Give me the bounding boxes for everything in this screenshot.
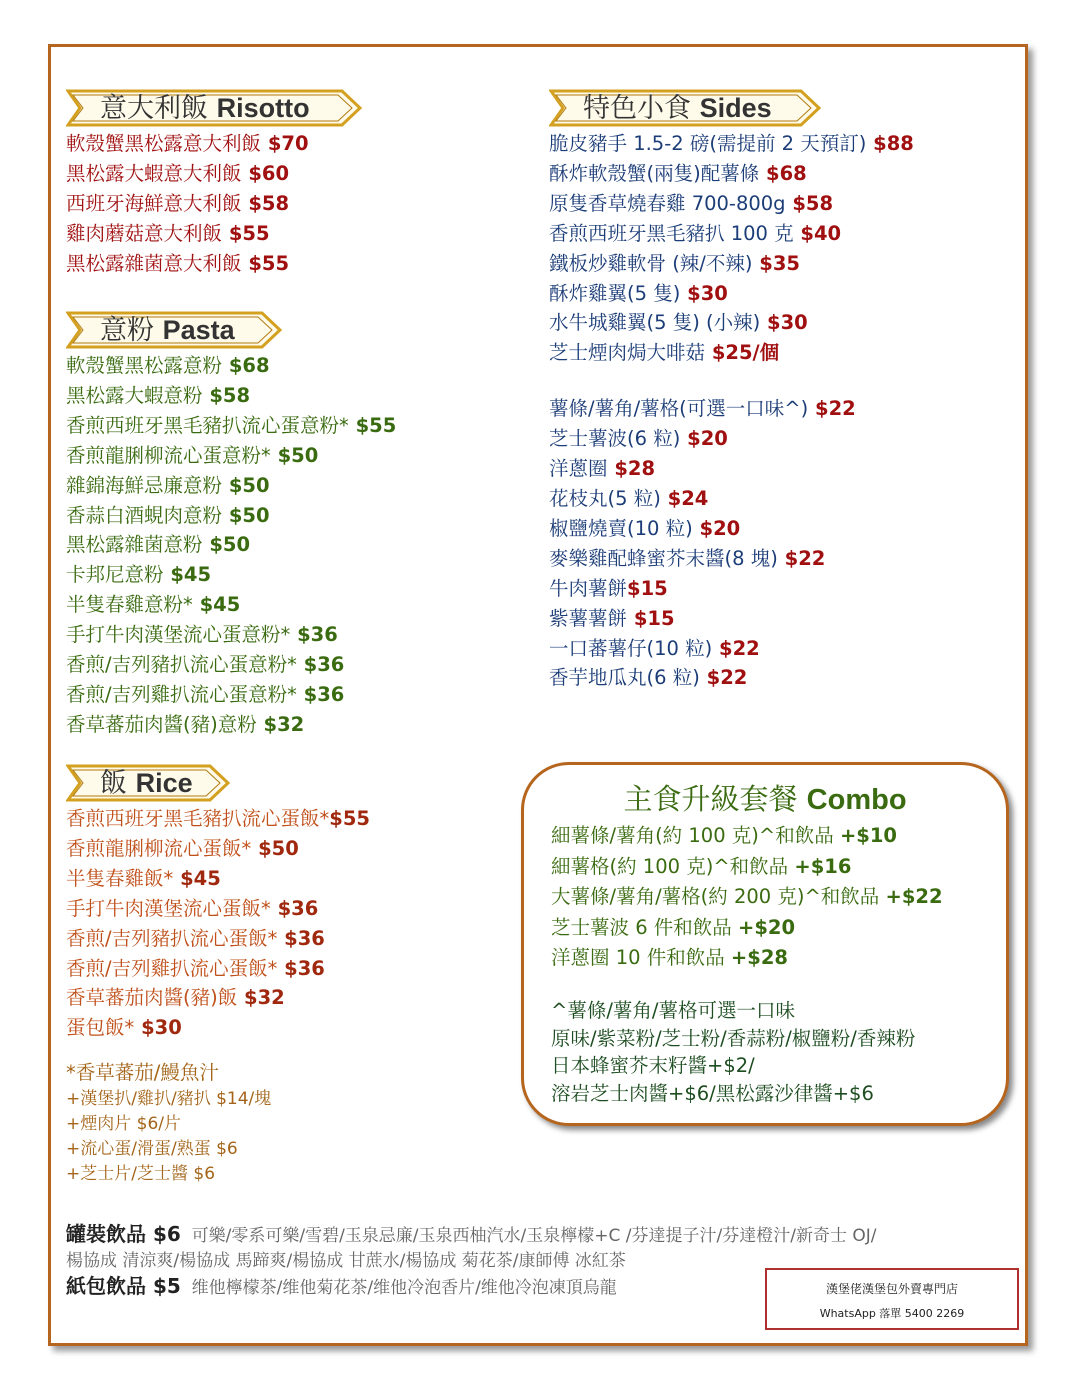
combo-note: ^薯條/薯角/薯格可選一口味 (551, 999, 795, 1022)
menu-item (66, 189, 309, 219)
item-name: 椒鹽燒賣(10 粒) (549, 516, 693, 540)
menu-item (66, 441, 396, 471)
risotto-list (66, 129, 309, 279)
shop-name: 漢堡佬漢堡包外賣專門店 (825, 1282, 958, 1296)
menu-item (66, 680, 396, 710)
item-price: $88 (873, 132, 914, 155)
menu-item (66, 590, 396, 620)
pasta-list (66, 351, 396, 740)
menu-item (66, 983, 370, 1013)
menu-item (549, 219, 914, 249)
item-price: $50 (209, 533, 251, 557)
item-price: $30 (141, 1016, 182, 1040)
menu-item (66, 650, 396, 680)
combo-item-name: 洋蔥圈 10 件和飲品 (551, 946, 725, 969)
menu-item (549, 249, 914, 279)
item-price: $60 (248, 161, 290, 185)
item-name: 芝士煙肉焗大啡菇 (549, 341, 706, 365)
item-name: 雜錦海鮮忌廉意粉 (66, 473, 223, 497)
item-price: $35 (759, 251, 800, 275)
combo-note: 日本蜂蜜芥末籽醬+$2/ (551, 1054, 755, 1077)
whatsapp-order: WhatsApp 落單 5400 2269 (819, 1307, 965, 1320)
item-price: $45 (180, 866, 221, 890)
item-name: 花枝丸(5 粒) (549, 486, 661, 510)
item-name: 脆皮豬手 1.5-2 磅(需提前 2 天預訂) (549, 132, 867, 155)
item-name: 紫薯薯餅 (549, 606, 628, 630)
sides-banner (549, 89, 914, 127)
combo-item-price: +$28 (730, 946, 788, 969)
item-name: 黑松露大蝦意粉 (66, 383, 203, 407)
combo-notes (551, 997, 915, 1107)
item-name: 半隻春雞意粉* (66, 593, 193, 617)
can-drinks-line-2: 楊協成 清涼爽/楊協成 馬蹄爽/楊協成 甘蔗水/楊協成 菊花茶/康師傅 冰紅茶 (66, 1251, 626, 1271)
combo-item-price: +$10 (839, 824, 897, 847)
menu-item (66, 834, 370, 864)
menu-item (549, 663, 914, 693)
combo-title-en: Combo (806, 784, 907, 816)
combo-list (551, 821, 943, 974)
pack-drinks-label: 紙包飲品 $5 (66, 1274, 181, 1298)
menu-item (66, 381, 396, 411)
sauce-note: *香草蕃茄/鰻魚汁 (66, 1061, 219, 1085)
item-price: $50 (277, 443, 319, 467)
combo-item (551, 852, 943, 883)
item-name: 蛋包飯* (66, 1016, 135, 1040)
item-price: $20 (687, 427, 728, 451)
item-price: $70 (267, 132, 309, 155)
menu-item (549, 574, 914, 604)
menu-item (66, 471, 396, 501)
item-name: 手打牛肉漢堡流心蛋飯* (66, 896, 271, 920)
item-price: $36 (284, 956, 325, 980)
menu-item (549, 424, 914, 454)
combo-title-zh: 主食升級套餐 (623, 782, 798, 816)
menu-item (549, 159, 914, 189)
item-price: $30 (687, 281, 728, 305)
rice-title-zh: 飯 (100, 768, 127, 799)
item-price: $58 (248, 191, 290, 215)
item-price: $22 (784, 546, 826, 570)
menu-item (549, 454, 914, 484)
item-price: $24 (667, 486, 709, 510)
item-name: 西班牙海鮮意大利飯 (66, 191, 242, 215)
item-price: $50 (228, 503, 270, 527)
item-name: 卡邦尼意粉 (66, 563, 164, 587)
menu-item (549, 189, 914, 219)
menu-item (66, 804, 370, 834)
sides-title-zh: 特色小食 (583, 93, 691, 124)
addon-item: +煙肉片 $6/片 (66, 1114, 182, 1135)
combo-note: 溶岩芝士肉醬+$6/黑松露沙律醬+$6 (551, 1081, 874, 1105)
pasta-title-en: Pasta (162, 315, 235, 345)
combo-note: 原味/紫菜粉/芝士粉/香蒜粉/椒鹽粉/香辣粉 (551, 1026, 916, 1050)
menu-item (66, 219, 309, 249)
menu-item (549, 394, 914, 424)
sides-list-1 (549, 129, 914, 368)
combo-item (551, 913, 943, 944)
menu-item (549, 634, 914, 664)
menu-item (66, 1013, 370, 1043)
combo-box (521, 762, 1009, 1126)
item-name: 香草蕃茄肉醬(豬)意粉 (66, 712, 257, 736)
item-price: $36 (303, 682, 345, 706)
menu-item (66, 620, 396, 650)
item-name: 香煎西班牙黑毛豬扒流心蛋意粉* (66, 413, 349, 437)
sides-section (549, 89, 914, 693)
item-price: $36 (303, 653, 345, 677)
item-price: $50 (228, 473, 270, 497)
item-price: $25/個 (711, 341, 780, 365)
can-drinks-line (66, 1222, 986, 1249)
item-name: 香煎龍脷柳流心蛋意粉* (66, 443, 271, 467)
pasta-section (66, 311, 396, 740)
item-name: 香煎/吉列豬扒流心蛋飯* (66, 926, 278, 950)
item-name: 香煎西班牙黑毛豬扒流心蛋飯* (66, 807, 330, 830)
menu-item (549, 544, 914, 574)
risotto-section (66, 89, 309, 279)
item-price: $22 (719, 636, 760, 660)
item-name: 香煎龍脷柳流心蛋飯* (66, 836, 252, 860)
menu-item (66, 129, 309, 159)
item-price: $36 (297, 623, 338, 647)
rice-section (66, 764, 370, 1187)
combo-title (524, 779, 1006, 820)
sides-title-en: Sides (699, 93, 772, 123)
menu-item (549, 484, 914, 514)
item-name: 鐵板炒雞軟骨 (辣/不辣) (549, 251, 753, 275)
item-name: 手打牛肉漢堡流心蛋意粉* (66, 623, 291, 647)
item-name: 黑松露雜菌意粉 (66, 533, 203, 557)
combo-item (551, 821, 943, 852)
item-price: $58 (209, 383, 251, 407)
item-name: 原隻香草燒春雞 700-800g (549, 191, 786, 215)
item-name: 香芋地瓜丸(6 粒) (549, 666, 700, 690)
item-name: 香蒜白酒蜆肉意粉 (66, 503, 223, 527)
item-price: $20 (699, 516, 741, 540)
item-price: $40 (800, 221, 842, 245)
combo-item (551, 943, 943, 974)
menu-item (549, 604, 914, 634)
menu-item (66, 351, 396, 381)
menu-item (549, 514, 914, 544)
rice-title-en: Rice (135, 768, 193, 798)
menu-item (66, 530, 396, 560)
menu-item (66, 864, 370, 894)
item-price: $22 (706, 666, 748, 690)
item-name: 牛肉薯餅 (549, 576, 628, 600)
combo-item-name: 芝士薯波 6 件和飲品 (551, 915, 732, 939)
item-price: $68 (228, 354, 270, 377)
item-name: 酥炸軟殼蟹(兩隻)配薯條 (549, 161, 760, 185)
rice-banner (66, 764, 370, 802)
risotto-title-en: Risotto (216, 93, 310, 123)
menu-item (549, 129, 914, 159)
item-name: 香煎西班牙黑毛豬扒 100 克 (549, 221, 794, 245)
risotto-banner (66, 89, 309, 127)
item-price: $22 (815, 397, 856, 421)
menu-item (549, 308, 914, 338)
combo-item-price: +$22 (885, 885, 943, 908)
item-price: $36 (284, 926, 325, 950)
item-price: $58 (792, 191, 834, 215)
item-price: $55 (329, 807, 370, 830)
risotto-title-zh: 意大利飯 (100, 93, 208, 124)
menu-item (66, 411, 396, 441)
combo-item-price: +$20 (738, 915, 796, 939)
item-name: 芝士薯波(6 粒) (549, 427, 681, 451)
sides-list-2 (549, 394, 914, 693)
addon-item: +漢堡扒/雞扒/豬扒 $14/塊 (66, 1089, 272, 1110)
item-name: 香草蕃茄肉醬(豬)飯 (66, 986, 238, 1010)
combo-item-name: 細薯格(約 100 克)^和飲品 (551, 854, 789, 878)
item-name: 一口蕃薯仔(10 粒) (549, 636, 713, 660)
menu-item (66, 249, 309, 279)
menu-item (66, 501, 396, 531)
item-price: $30 (767, 311, 808, 335)
addon-item: +芝士片/芝士醬 $6 (66, 1164, 216, 1185)
item-name: 香煎/吉列雞扒流心蛋意粉* (66, 682, 297, 706)
item-price: $50 (258, 836, 299, 860)
combo-item-name: 細薯條/薯角(約 100 克)^和飲品 (551, 824, 834, 847)
item-price: $45 (170, 563, 212, 587)
pasta-banner (66, 311, 396, 349)
menu-item (549, 279, 914, 309)
menu-item (66, 894, 370, 924)
item-name: 麥樂雞配蜂蜜芥末醬(8 塊) (549, 546, 778, 570)
item-price: $32 (244, 986, 285, 1010)
item-price: $36 (277, 896, 319, 920)
combo-item-price: +$16 (794, 854, 852, 878)
menu-item (66, 954, 370, 984)
menu-item (66, 560, 396, 590)
item-price: $55 (248, 251, 290, 275)
item-price: $68 (766, 161, 807, 185)
item-name: 香煎/吉列豬扒流心蛋意粉* (66, 653, 297, 677)
addon-item: +流心蛋/滑蛋/熟蛋 $6 (66, 1139, 238, 1160)
item-price: $15 (633, 606, 675, 630)
menu-item (66, 710, 396, 740)
item-name: 水牛城雞翼(5 隻) (小辣) (549, 311, 761, 335)
item-name: 黑松露雜菌意大利飯 (66, 251, 242, 275)
item-price: $15 (627, 576, 668, 600)
menu-item (549, 338, 914, 368)
item-name: 薯條/薯角/薯格(可選一口味^) (549, 397, 809, 421)
can-drinks-label: 罐裝飲品 $6 (66, 1222, 181, 1246)
item-name: 黑松露大蝦意大利飯 (66, 161, 242, 185)
item-price: $55 (355, 413, 397, 437)
item-name: 半隻春雞飯* (66, 866, 174, 890)
menu-item (66, 924, 370, 954)
item-name: 酥炸雞翼(5 隻) (549, 281, 681, 305)
combo-item (551, 882, 943, 913)
rice-list (66, 804, 370, 1043)
pack-drinks-list: 维他檸檬茶/维他菊花茶/维他冷泡香片/维他冷泡凍頂烏龍 (191, 1278, 617, 1298)
item-name: 軟殼蟹黑松露意大利飯 (66, 132, 262, 155)
item-name: 雞肉蘑菇意大利飯 (66, 221, 223, 245)
shop-info-box (765, 1268, 1019, 1330)
item-price: $32 (263, 712, 305, 736)
combo-item-name: 大薯條/薯角/薯格(約 200 克)^和飲品 (551, 885, 880, 908)
item-price: $28 (614, 457, 656, 481)
pasta-title-zh: 意粉 (100, 315, 154, 346)
item-price: $45 (199, 593, 241, 617)
item-name: 香煎/吉列雞扒流心蛋飯* (66, 956, 278, 980)
can-drinks-list: 可樂/零系可樂/雪碧/玉泉忌廉/玉泉西柚汽水/玉泉檸檬+C /芬達提子汁/芬達橙汁/新奇士 OJ/ (191, 1226, 877, 1246)
item-name: 洋蔥圈 (549, 457, 608, 481)
item-price: $55 (228, 221, 270, 245)
item-name: 軟殼蟹黑松露意粉 (66, 354, 223, 377)
menu-item (66, 159, 309, 189)
